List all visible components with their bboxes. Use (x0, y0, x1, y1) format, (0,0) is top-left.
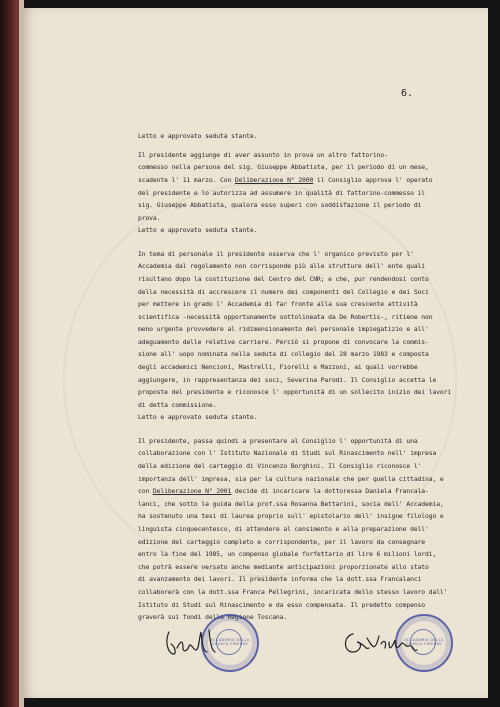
text-line: risultano dopo la costituzione del Centro del CNR; e che, pur rendendosi conto (138, 274, 429, 283)
text-line: scientifica -necessità opportunamente sottolineata da De Robertis-, ritiene non (138, 312, 433, 321)
deliberation-reference: Deliberazione N° 2001 (152, 487, 232, 496)
document-body (138, 130, 452, 624)
paragraph-gap (138, 424, 440, 435)
text-line: Istituto di Studi sul Rinascimento e da esso compensata. Il predetto compenso (138, 600, 426, 609)
text-line: della necessità di accrescere il numero dei componenti del Collegio e dei Soci (138, 287, 429, 296)
text-line: importanza dell' impresa, sia per la cultura nazionale che per quella cittadina, e (138, 474, 444, 483)
text-line: meno urgente provvedere al ridimensionamento del personale impiegatizio e all' (138, 325, 429, 334)
text-line: di avanzamento dei lavori. Il presidente informa che la dott.ssa Francalanci (138, 575, 422, 584)
text-line: Il presidente, passa quindi a presentare al Consiglio l' opportunità di una (138, 436, 418, 445)
text-line: collaborerà con la dott.ssa Franca Pellegrini, incaricata dello stesso lavoro dall' (138, 587, 448, 596)
text-line: linguista cinquecentesco, di attendere al censimento e alla preparazione dell' (138, 525, 429, 533)
text-line: Letto e approvato seduta stante. (138, 132, 258, 140)
text-line: graverà sui fondi della Regione Toscana. (138, 613, 288, 622)
text-line: collaborazione con l' Istituto Nazionale di Studi sul Rinascimento nell' impresa (138, 449, 437, 458)
text-line: ha sostenuto una tesi di laurea proprio sull' epistolario dell' insigne filologo e (138, 512, 444, 521)
text-line: della edizione del carteggio di Vincenzo Borghini. Il Consiglio riconosce l' (138, 462, 422, 471)
deliberation-reference: Deliberazione N° 2000 (234, 175, 314, 184)
text-line: Letto e approvato seduta stante. (138, 413, 258, 422)
text-line: entro la fine del 1985, un compenso globale forfettario di lire 6 milioni lordi, (138, 550, 437, 559)
text-line: con Deliberazione N° 2001 decide di incaricare la dottoressa Daniela Francala- (138, 487, 429, 496)
text-line: In tema di personale il presidente osserva che l' organico previsto per l' (138, 249, 414, 258)
document-page (23, 8, 488, 698)
signature-right (339, 626, 439, 662)
text-line: degli accademici Nencioni, Mastrelli, Fiorelli e Mazzoni, ai quali vorrebbe (138, 363, 418, 372)
paragraph-gap (138, 237, 440, 248)
text-line: Il presidente aggiunge di aver assunto in prova un altro fattorino- (138, 150, 388, 159)
text-line: scadente l' 11 marzo. Con Deliberazione N° 2000 il Consiglio approva l' operato (138, 175, 433, 184)
stamp-left-text: ACCADEMIA DELLA CRUSCA FIRENZE (210, 638, 250, 646)
text-line: edizione del carteggio completo e corrispondente, per il lavoro da consegnare (138, 537, 426, 546)
text-line: di detta commissione. (138, 400, 217, 409)
text-line: adeguamento delle relative carriere. Perciò si propone di convocare la commis- (138, 337, 429, 346)
text-line: Letto e approvato seduta stante. (138, 226, 258, 235)
stamp-right-text: ACCADEMIA DELLA CRUSCA FIRENZE (404, 638, 444, 646)
text-line: che potrà essere versato anche mediante anticipazioni proporzionate allo stato (138, 562, 429, 571)
text-line: lanci, che sotto la guida della prof.ssa Rosanna Bettarini, socia dell' Accademia, (138, 499, 444, 508)
text-line: prova. (138, 213, 161, 222)
text-line: Accademia dal regolamento non corrisponde più alle strutture dell' ente quali (138, 262, 426, 271)
signature-left (163, 626, 233, 660)
page-number: 6. (401, 88, 414, 99)
text-line: del presidente e lo autorizza ad assumere in qualità di fattorino-commesso il (138, 188, 426, 197)
text-line: commesso nella persona del sig. Giuseppe Abbatista, per il periodo di un mese, (138, 163, 429, 172)
text-line: sione all' uopo nominata nella seduta di collegio del 28 marzo 1983 e composta (138, 350, 429, 359)
text-line: sig. Giuseppe Abbatista, qualora esso superi con soddisfazione il periodo di (138, 201, 422, 210)
text-line: proposte del presidente e riconosce l' opportunità di un sollecito inizio dei lavori (138, 388, 452, 397)
text-line: per mettere in grado l' Accademia di far fronte alla sua crescente attività (138, 300, 418, 309)
text-line: aggiungere, in rappresentanza dei soci, Severina Parodi. Il Consiglio accetta le (138, 375, 437, 384)
